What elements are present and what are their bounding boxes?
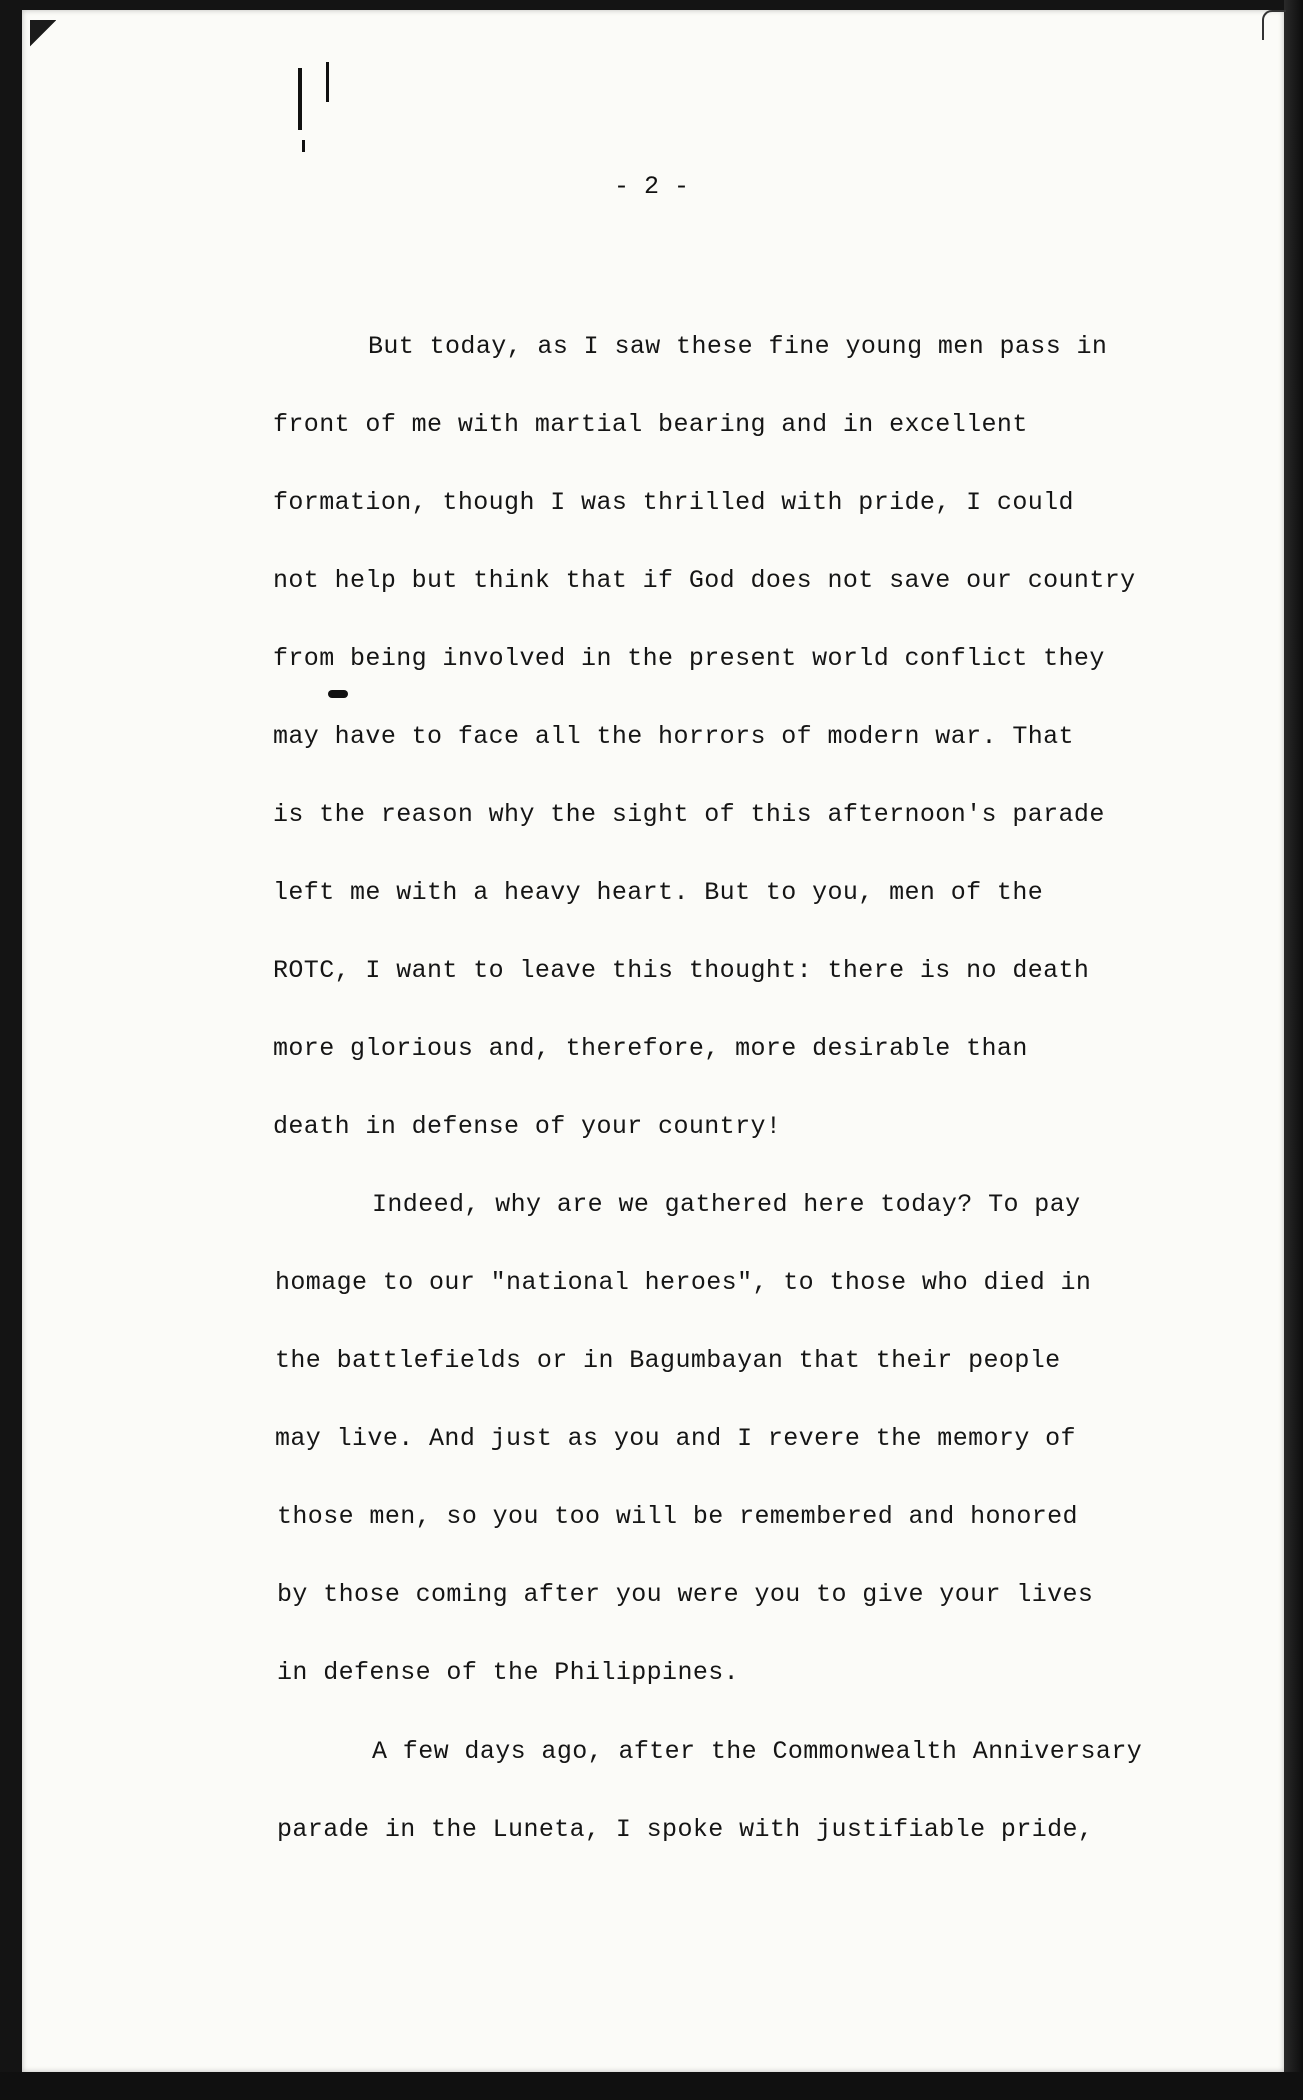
text-line: death in defense of your country! — [273, 1112, 782, 1141]
text-line: But today, as I saw these fine young men pass in — [368, 332, 1108, 361]
text-line: the battlefields or in Bagumbayan that their people — [275, 1346, 1061, 1375]
text-line: not help but think that if God does not save our country — [273, 566, 1136, 595]
text-line: may have to face all the horrors of modern war. That — [273, 722, 1074, 751]
text-line: formation, though I was thrilled with pride, I could — [273, 488, 1074, 517]
text-line: A few days ago, after the Commonwealth Anniversary — [372, 1737, 1143, 1766]
text-line: may live. And just as you and I revere the memory of — [275, 1424, 1076, 1453]
pencil-mark — [302, 140, 305, 152]
text-line: left me with a heavy heart. But to you, men of the — [273, 878, 1044, 907]
text-line: those men, so you too will be remembered and honored — [277, 1502, 1078, 1531]
text-line: ROTC, I want to leave this thought: there is no death — [273, 956, 1090, 985]
text-line: more glorious and, therefore, more desirable than — [273, 1034, 1028, 1063]
text-line: front of me with martial bearing and in excellent — [273, 410, 1028, 439]
folded-corner — [30, 20, 56, 52]
pencil-mark — [326, 62, 329, 102]
scan-edge-bottom — [0, 2072, 1303, 2100]
text-line: Indeed, why are we gathered here today? To pay — [372, 1190, 1081, 1219]
scan-edge-right — [1284, 0, 1303, 2100]
text-line: parade in the Luneta, I spoke with justifiable pride, — [277, 1815, 1094, 1844]
text-line: from being involved in the present world conflict they — [273, 644, 1105, 673]
text-line: homage to our "national heroes", to those who died in — [275, 1268, 1092, 1297]
pencil-mark — [298, 68, 302, 130]
text-line: in defense of the Philippines. — [277, 1658, 740, 1687]
page-number: - 2 - — [613, 172, 689, 201]
ink-blot — [328, 690, 348, 698]
page-corner-mark — [1262, 10, 1286, 40]
text-line: is the reason why the sight of this afternoon's parade — [273, 800, 1105, 829]
text-line: by those coming after you were you to give your lives — [277, 1580, 1094, 1609]
